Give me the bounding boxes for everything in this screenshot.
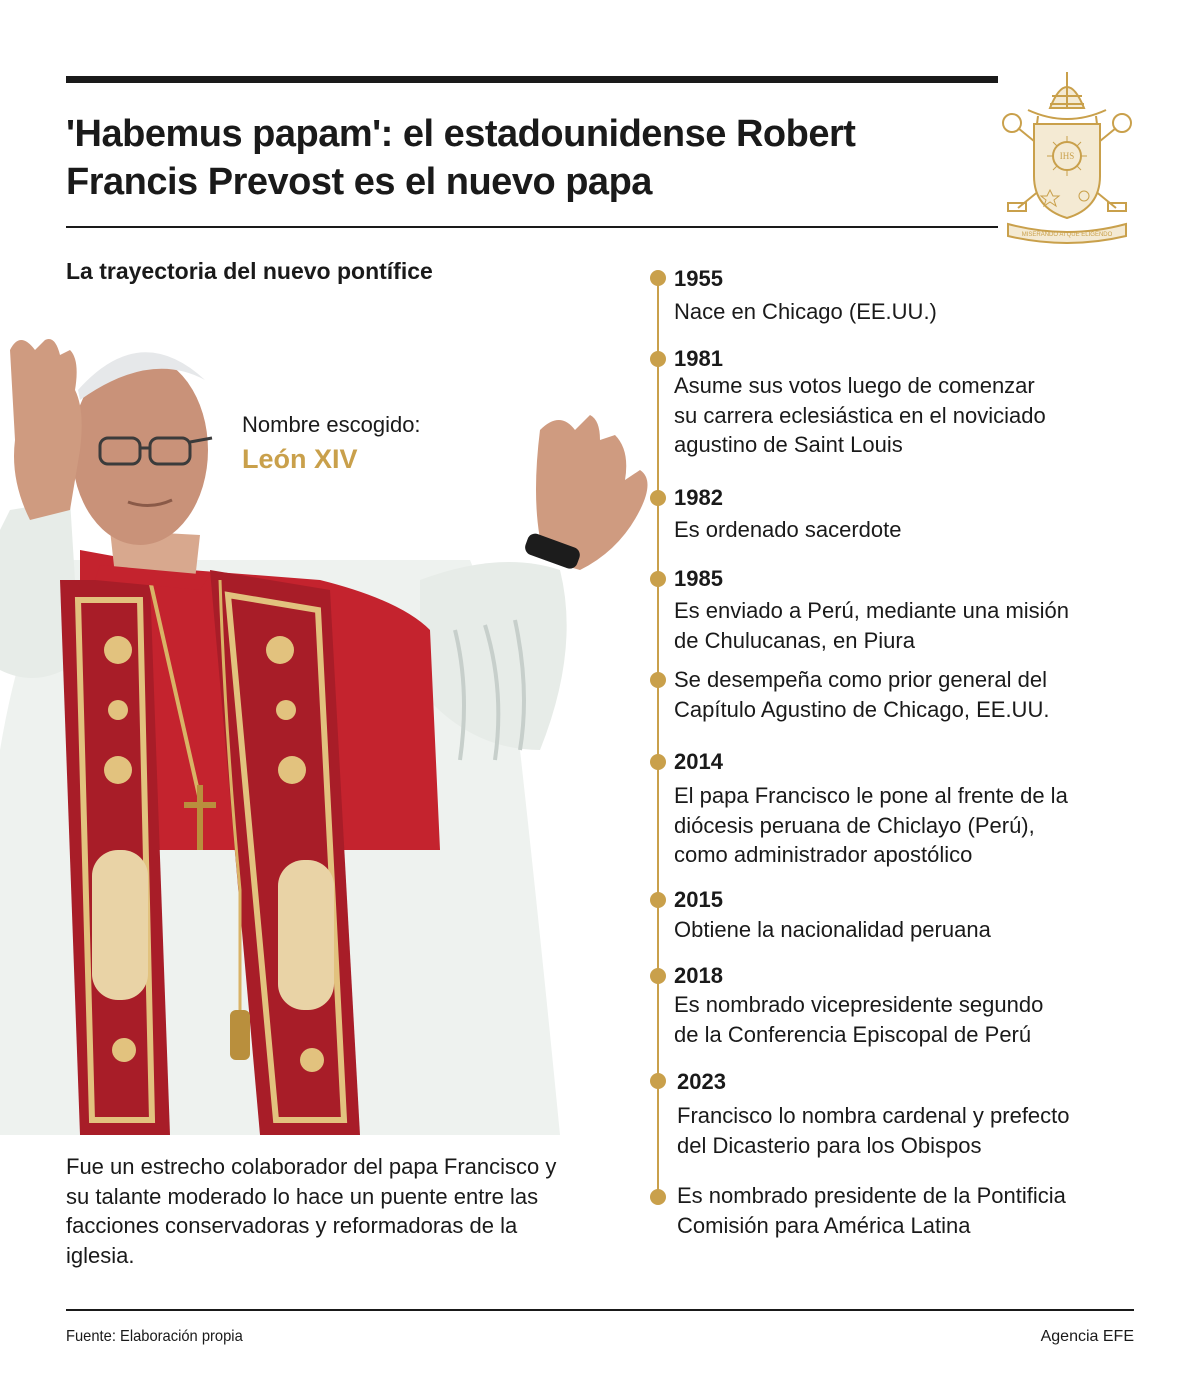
timeline-event: Francisco lo nombra cardenal y prefecto del Dicasterio para los Obispos [677,1103,1070,1158]
timeline-year: 1955 [674,266,723,291]
timeline-year: 2015 [674,887,723,912]
timeline-event: Es nombrado vicepresidente segundo de la Conferencia Episcopal de Perú [674,992,1044,1047]
timeline-event: Es enviado a Perú, mediante una misión de Chulucanas, en Piura [674,598,1070,653]
agency-credit: Agencia EFE [1040,1328,1134,1345]
timeline-dot [650,270,666,286]
timeline-event: Obtiene la nacionalidad peruana [674,917,991,942]
svg-text:IHS: IHS [1059,151,1075,161]
source-credit: Fuente: Elaboración propia [66,1328,243,1345]
timeline-dot [650,754,666,770]
title-line-1: 'Habemus papam': el estadounidense Robert [66,113,856,155]
timeline-dot [650,571,666,587]
chosen-name-value: León XIV [242,444,358,474]
papal-coat-of-arms-icon [998,58,1136,244]
timeline-year: 1985 [674,566,723,591]
timeline-year: 2018 [674,963,723,988]
page-title [66,110,966,206]
timeline-event: Es ordenado sacerdote [674,517,902,542]
timeline-dot [650,672,666,688]
timeline-dot [650,1073,666,1089]
title-rule [66,226,1134,228]
timeline-dot [650,1189,666,1205]
timeline-dot [650,968,666,984]
timeline-year: 2023 [677,1069,726,1094]
chosen-name-label: Nombre escogido: [242,412,421,437]
section-subtitle: La trayectoria del nuevo pontífice [66,258,433,284]
top-rule [66,76,1134,83]
timeline-year: 1981 [674,346,723,371]
svg-text:MISERANDO ATQUE ELIGENDO: MISERANDO ATQUE ELIGENDO [1021,232,1113,238]
title-line-2: Francis Prevost es el nuevo papa [66,161,652,203]
timeline-event: Asume sus votos luego de comenzar su carrera eclesiástica en el noviciado agustino de Saint Louis [674,373,1046,457]
timeline-event: Es nombrado presidente de la Pontificia Comisión para América Latina [677,1183,1066,1238]
timeline-dot [650,490,666,506]
timeline-line [657,276,659,1196]
timeline-year: 2014 [674,749,723,774]
timeline-dot [650,892,666,908]
timeline-event: El papa Francisco le pone al frente de la diócesis peruana de Chiclayo (Perú), como administrador apostólico [674,783,1068,867]
bottom-rule [66,1309,1134,1311]
timeline-event: Se desempeña como prior general del Capítulo Agustino de Chicago, EE.UU. [674,667,1050,722]
summary-text: Fue un estrecho colaborador del papa Francisco y su talante moderado lo hace un puente entre las facciones conservadoras y reformadoras de la iglesia. [66,1154,557,1268]
timeline-event: Nace en Chicago (EE.UU.) [674,299,937,324]
timeline-dot [650,351,666,367]
timeline-year: 1982 [674,485,723,510]
